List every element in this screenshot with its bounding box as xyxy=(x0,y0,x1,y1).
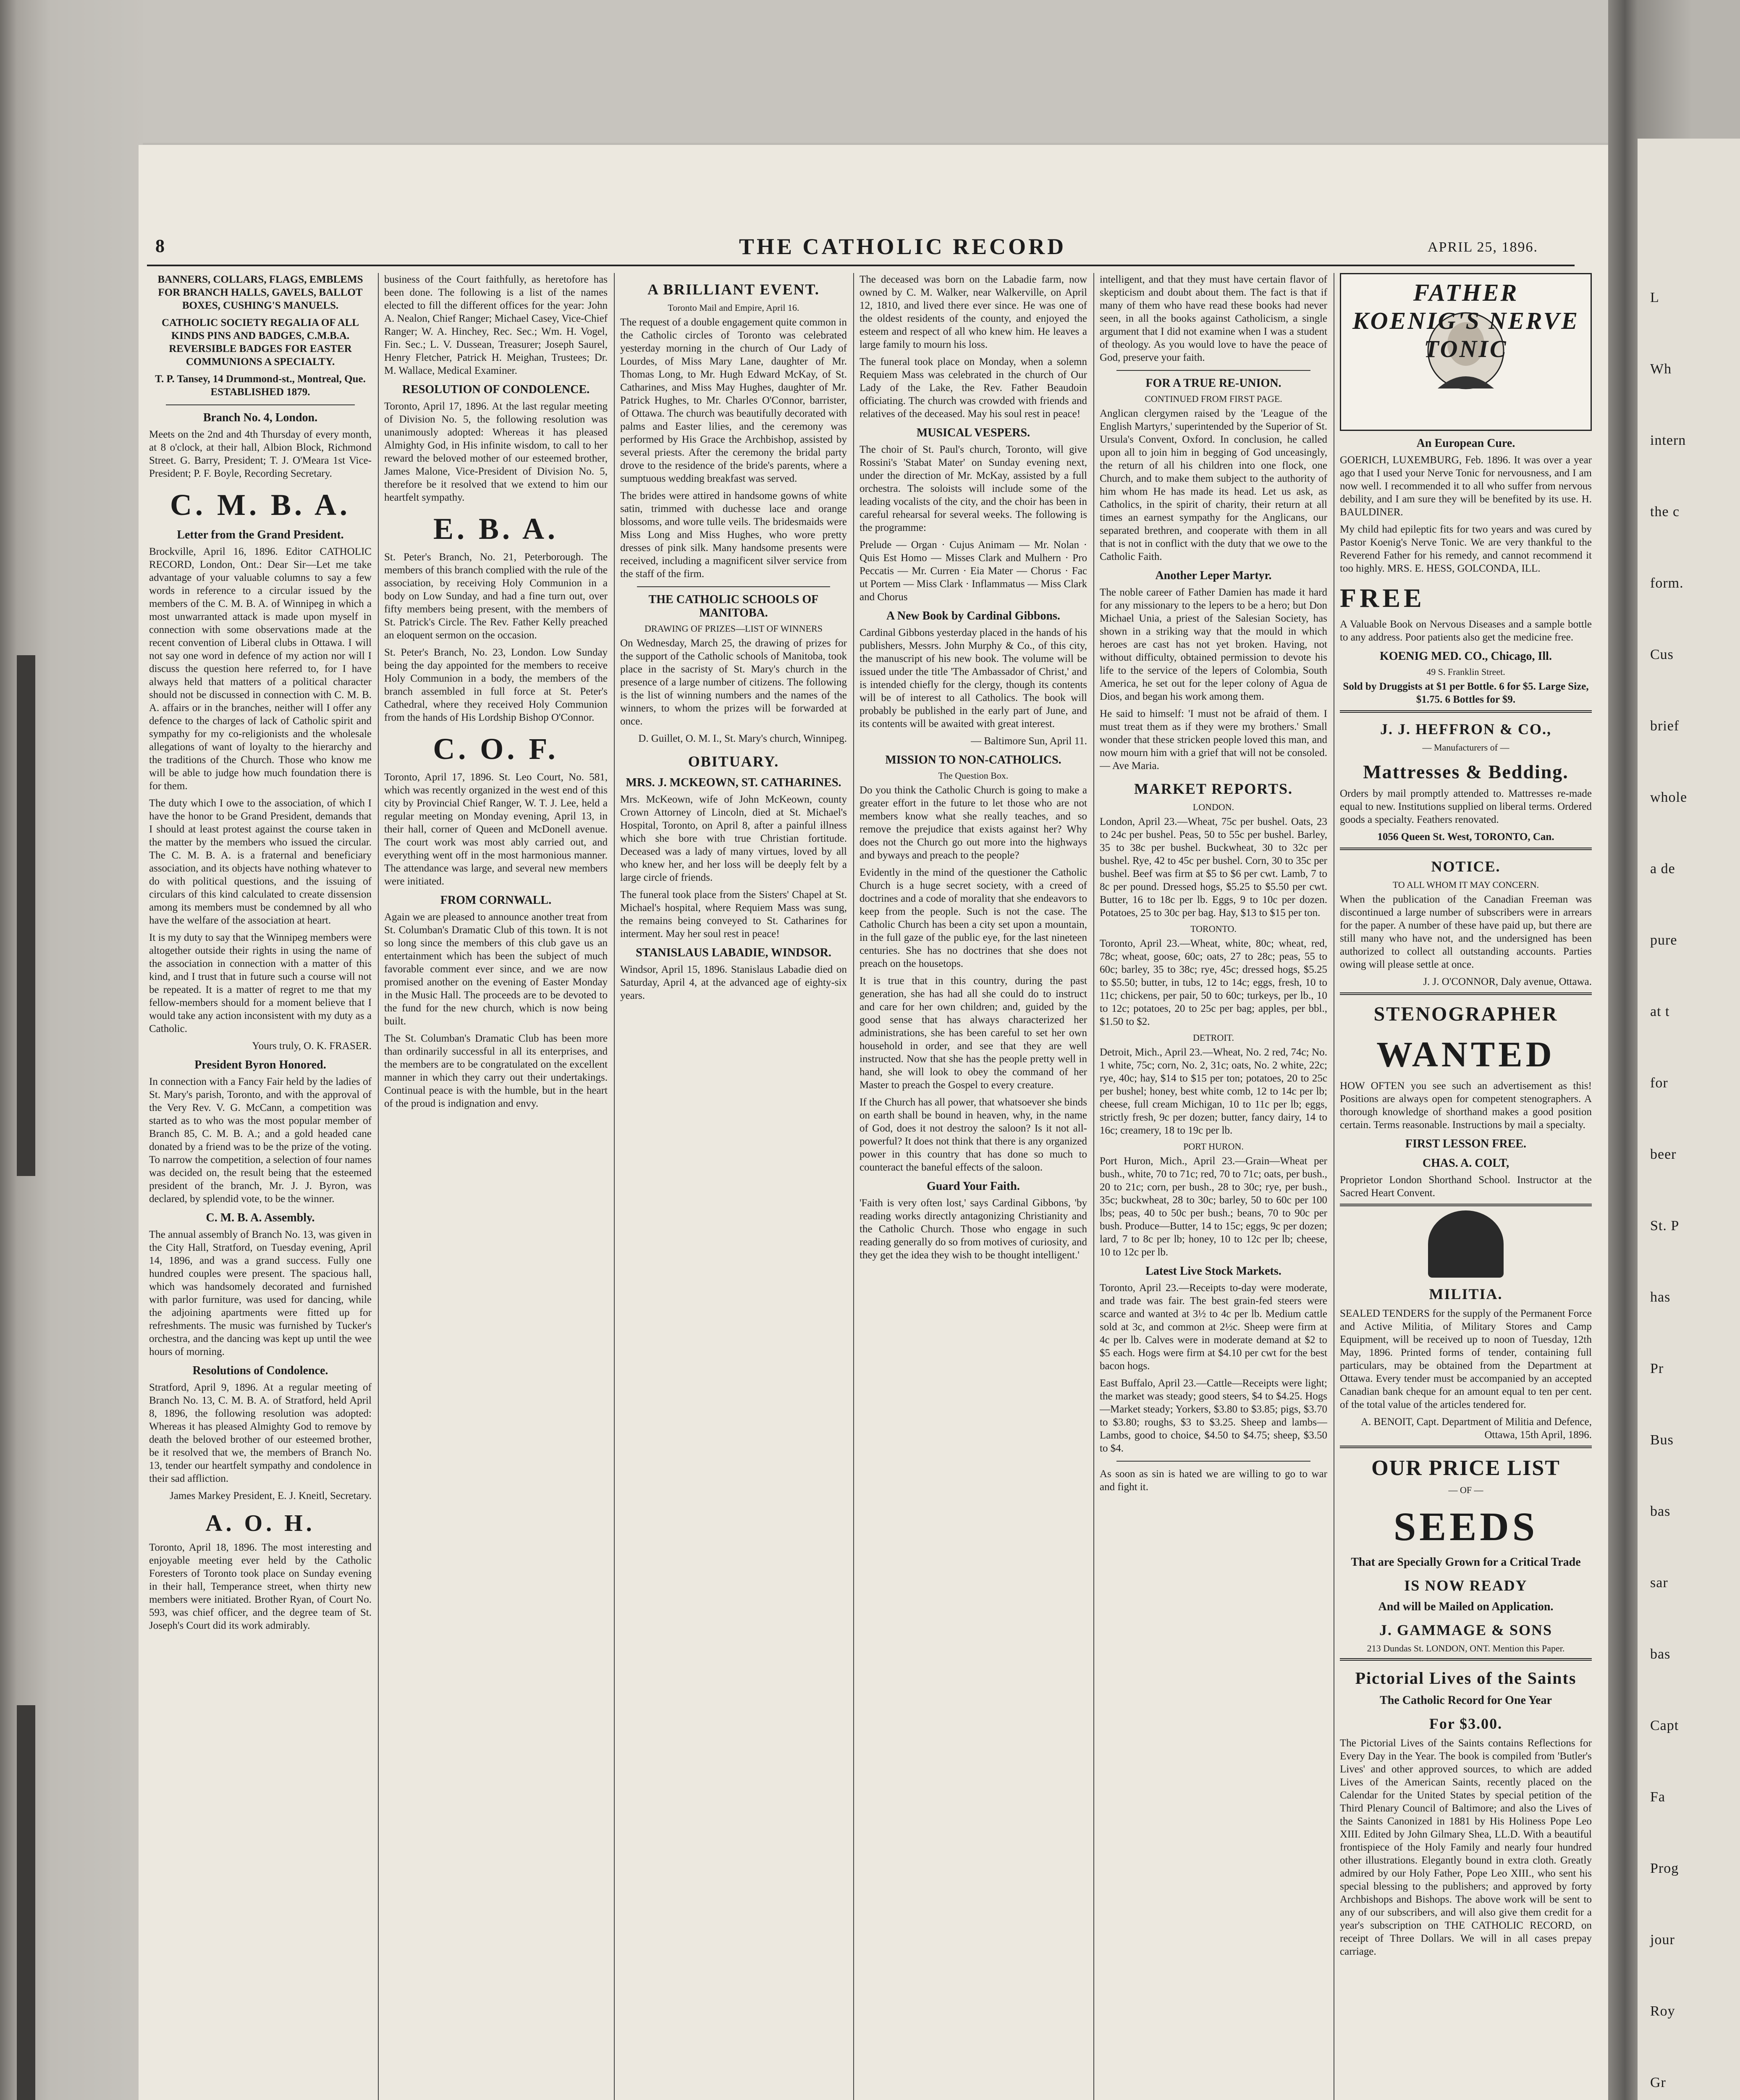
resolution-text: Toronto, April 17, 1896. At the last regular meeting of Division No. 5, the following resolution was unanimously adopted: Whereas it has pleased Almighty God, in His infinite wisdom, to call to her reward the beloved mother of our esteemed brother, James Malone, Vice-President of Division No. 5, therefore be it resolved that we extend to him our heartfelt sympathy. xyxy=(384,401,608,503)
cmba-heading: C. M. B. A. xyxy=(170,488,351,522)
letter-signature: Yours truly, O. K. FRASER. xyxy=(252,1040,372,1052)
adjacent-page-line: has xyxy=(1650,1289,1671,1305)
adjacent-page-line: St. P xyxy=(1650,1218,1680,1234)
byron-heading: President Byron Honored. xyxy=(194,1058,326,1071)
issue-date: APRIL 25, 1896. xyxy=(1428,239,1538,255)
adjacent-page-line: a de xyxy=(1650,861,1675,877)
markets-toronto: TORONTO. xyxy=(1190,924,1237,934)
adjacent-page-line: Prog xyxy=(1650,1861,1679,1876)
colt-text: Proprietor London Shorthand School. Instructor at the Sacred Heart Convent. xyxy=(1340,1174,1592,1199)
wanted-heading: WANTED xyxy=(1376,1034,1555,1074)
militia-signature: A. BENOIT, Capt. Department of Militia and Defence, Ottawa, 15th April, 1896. xyxy=(1360,1416,1592,1441)
free-text: A Valuable Book on Nervous Diseases and a sample bottle to any address. Poor patients also get the medicine free. xyxy=(1340,619,1592,643)
faith-text: intelligent, and that they must have certain flavor of skepticism and doubt about them. The fact is that if many of them who have read these books had never seen, in all the books against Catholicism, a single argument that I did not examine when I was a student of theology. As you would love to have the peace of God, preserve your faith. xyxy=(1100,274,1327,363)
book-heading: A New Book by Cardinal Gibbons. xyxy=(886,609,1060,622)
page-number: 8 xyxy=(155,236,165,256)
vespers-programme: Prelude — Organ · Cujus Animam — Mr. Nolan · Quis Est Homo — Misses Clark and Mulhern · Pro Peccatis — Mr. Curren · Eia Mater — Chorus · Fac ut Portem — Miss Clark · Inflammatus — Miss Clark and Chorus xyxy=(860,539,1087,603)
markets-text-4: Port Huron, Mich., April 23.—Grain—Wheat per bush., white, 70 to 71c; red, 70 to 71c; oats, per bush., 20 to 21c; corn, per bush., 28 to 30c; rye, per bush., 35c; buckwheat, 28 to 30c; barley, 50 to 60c per 100 lbs; peas, 40 to 50c per bush.; beans, 70 to 90c per bush. Produce—Butter, 14 to 15c; eggs, 9c per dozen; lard, 7 to 8c per lb; honey, 10 to 12c per lb; cheese, 10 to 12c per lb. xyxy=(1100,1155,1327,1258)
obituary-text: Mrs. McKeown, wife of John McKeown, county Crown Attorney of Lincoln, died at St. Michael's Hospital, Toronto, on April 8, after a painful illness which she bore with true Christian fortitude. Deceased was a lady of many virtues, loved by all who knew her, and her loss will be deeply felt by a large circle of friends. xyxy=(620,794,847,883)
markets-london: LONDON. xyxy=(1192,802,1234,812)
cof-heading: C. O. F. xyxy=(433,732,559,766)
adjacent-page-line: the c xyxy=(1650,504,1680,520)
adjacent-page-line: Roy xyxy=(1650,2003,1675,2019)
adjacent-page-line: form. xyxy=(1650,575,1684,591)
obituary-heading: OBITUARY. xyxy=(688,753,779,770)
heffron-text: Orders by mail promptly attended to. Mattresses re-made equal to new. Institutions supplied on liberal terms. Ordered goods a specialty. Feathers renovated. xyxy=(1340,788,1592,825)
divider xyxy=(1340,992,1592,995)
heffron-product: Mattresses & Bedding. xyxy=(1363,761,1569,782)
leper-text-2: He said to himself: 'I must not be afraid of them. I must treat them as if they were my brothers.' Small wonder that these stricken people loved this man, and now mourn him with a grief that will not be consoled. — Ave Maria. xyxy=(1100,708,1327,772)
notice-subheading: TO ALL WHOM IT MAY CONCERN. xyxy=(1392,879,1539,890)
tonic-text: GOERICH, LUXEMBURG, Feb. 1896. It was over a year ago that I used your Nerve Tonic for nervousness, and I am now well. I recommended it to all who suffer from nervous debility, and I am sure they will be benefited by its use. H. BAULDINER. xyxy=(1340,454,1592,518)
cornwall-heading: FROM CORNWALL. xyxy=(440,894,552,907)
markets-text-2: Toronto, April 23.—Wheat, white, 80c; wheat, red, 78c; wheat, goose, 60c; oats, 27 to 28c; peas, 55 to 60c; barley, 35 to 38c; rye, 45c; dressed hogs, $5.25 to $5.50; butter, in tubs, 12 to 14c; eggs, fresh, 10 to 11c; chickens, per pair, 50 to 60c; turkeys, per lb., 10 to 12c; potatoes, 20 to 25c per bag; apples, per bbl., $1.50 to $2. xyxy=(1100,938,1327,1027)
column-rule xyxy=(378,273,379,2100)
seeds-mail: And will be Mailed on Application. xyxy=(1378,1600,1554,1613)
vespers-text: The choir of St. Paul's church, Toronto, will give Rossini's 'Stabat Mater' on Sunday evening next, under the direction of Mr. McKay, assisted by a full orchestra. The soloists will include some of the leading vocalists of the city, and the choir has been in careful rehearsal for several weeks. The following is the programme: xyxy=(860,444,1087,533)
adjacent-page-line: at t xyxy=(1650,1004,1670,1019)
militia-crest-icon xyxy=(1428,1210,1504,1278)
notice-signature: J. J. O'CONNOR, Daly avenue, Ottawa. xyxy=(1423,976,1592,987)
tonic-ad-title: FATHER KOENIG'S NERVE TONIC xyxy=(1352,279,1580,362)
pictorial-heading: Pictorial Lives of the Saints xyxy=(1355,1669,1577,1688)
adjacent-page-line: whole xyxy=(1650,790,1688,805)
eba-text-2: St. Peter's Branch, No. 23, London. Low Sunday being the day appointed for the members to receive Holy Communion in a body, the members of the branch assembled in full force at St. Peter's Cathedral, where they received Holy Communion from the hands of His Lordship Bishop O'Connor. xyxy=(384,647,608,723)
divider xyxy=(1116,370,1310,371)
reunion-text: Anglican clergymen raised by the 'League of the English Martyrs,' superintended by the Superior of St. Ursula's Convent, Oxford. In conclusion, he called upon all to join him in begging of God unceasingly, the return of all his children into one flock, one Church, and to make them subject to the authority of him whom He has made its head. Let us ask, as Catholics, in the spirit of charity, their return at all times an earnest sympathy for the Anglicans, our separated brethren, and cooperate with them in all that is not in conflict with the duty that we owe to the Catholic Faith. xyxy=(1100,408,1327,562)
notice-heading: NOTICE. xyxy=(1431,858,1501,875)
adjacent-page-line: pure xyxy=(1650,932,1677,948)
column-3 xyxy=(620,273,847,2100)
tonic-subheading: An European Cure. xyxy=(1416,437,1515,450)
column-rule xyxy=(853,273,854,2100)
adjacent-page-line: intern xyxy=(1650,433,1686,448)
column-1 xyxy=(149,273,372,2100)
adjacent-page-line: Cus xyxy=(1650,647,1674,662)
ad-tansey: T. P. Tansey, 14 Drummond-st., Montreal, Que. ESTABLISHED 1879. xyxy=(155,373,366,398)
letter-text-3: It is my duty to say that the Winnipeg members were altogether outside their rights in using the name of the association in connection with a matter of this kind, and I trust that in future such a course will not be repeated. It is a matter of regret to me that my fellow-members should for a moment believe that I would take any action inconsistent with my duty as a Catholic. xyxy=(149,932,372,1034)
seeds-now-ready: IS NOW READY xyxy=(1404,1577,1528,1594)
letter-heading: Letter from the Grand President. xyxy=(177,528,344,541)
missions-heading: MISSION TO NON-CATHOLICS. xyxy=(885,753,1061,766)
koenig-company: KOENIG MED. CO., Chicago, Ill. xyxy=(1380,650,1552,663)
divider xyxy=(1340,848,1592,850)
heffron-subheading: — Manufacturers of — xyxy=(1422,742,1509,753)
schools-subheading: DRAWING OF PRIZES—LIST OF WINNERS xyxy=(644,623,823,634)
aoh-heading: A. O. H. xyxy=(205,1510,315,1536)
seeds-heading: SEEDS xyxy=(1393,1504,1538,1549)
adjacent-page-line: bas xyxy=(1650,1504,1671,1519)
heffron-address: 1056 Queen St. West, TORONTO, Can. xyxy=(1377,831,1554,843)
book-text: Cardinal Gibbons yesterday placed in the hands of his publishers, Messrs. John Murphy & Co., of this city, the manuscript of his new book. The volume will be issued under the title 'The Ambassador of Christ,' and is intended chiefly for the clergy, though its contents will be of interest to all Catholics. The book will probably be published in the early part of June, and its contents will be awaited with great interest. xyxy=(860,627,1087,730)
assembly-text: The annual assembly of Branch No. 13, was given in the City Hall, Stratford, on Tuesday evening, April 14, 1896, and was a grand success. Fully one hundred couples were present. The spacious hall, which was handsomely decorated and furnished with parlor furniture, was used for dancing, while the adjoining apartments were fitted up for refreshments. The music was furnished by Tucker's orchestra, and the dancing was kept up until the wee hours of morning. xyxy=(149,1229,372,1357)
adjacent-page-line: beer xyxy=(1650,1147,1677,1162)
binding-mark xyxy=(17,655,35,1176)
tonic-advertisement xyxy=(1340,273,1592,431)
adjacent-page-line: Gr xyxy=(1650,2075,1666,2090)
notice-text: When the publication of the Canadian Freeman was discontinued a large number of subscribers were in arrears for the paper. A number of these have paid up, but there are still many who have not, and the undersigned has been authorized to collect all outstanding accounts. Parties owing will please settle at once. xyxy=(1340,894,1592,970)
deceased-text: The deceased was born on the Labadie farm, now owned by C. M. Walker, near Walkerville, on April 12, 1810, and lived there ever since. He was one of the oldest residents of the county, and enjoyed the esteem and respect of all who knew him. He leaves a large family to mourn his loss. xyxy=(860,274,1087,350)
column-rule xyxy=(1093,273,1094,2100)
adjacent-page-line: Pr xyxy=(1650,1361,1664,1376)
markets-detroit: DETROIT. xyxy=(1193,1032,1234,1043)
obituary-2-text: Windsor, April 15, 1896. Stanislaus Labadie died on Saturday, April 4, at the advanced age of eighty-six years. xyxy=(620,964,847,1001)
gammage-name: J. GAMMAGE & SONS xyxy=(1379,1622,1552,1638)
divider xyxy=(637,586,830,587)
resolution-heading: RESOLUTION OF CONDOLENCE. xyxy=(402,383,590,396)
markets-heading: MARKET REPORTS. xyxy=(1134,780,1293,797)
byron-text: In connection with a Fancy Fair held by the ladies of St. Mary's parish, Toronto, and with the approval of the Very Rev. V. G. McCann, a competition was started as to who was the most popular member of Branch 85, C. M. B. A.; and a gold headed cane donated by a friend was to be the prize of the voting. To narrow the competition, a selection of four names was decided on, the result being that the esteemed president of the branch, Mr. J. J. Byron, was declared, by splendid vote, to be the winner. xyxy=(149,1076,372,1205)
koenig-price: Sold by Druggists at $1 per Bottle. 6 for $5. Large Size, $1.75. 6 Bottles for $9. xyxy=(1343,681,1589,705)
markets-text-3: Detroit, Mich., April 23.—Wheat, No. 2 red, 74c; No. 1 white, 75c; corn, No. 2, 31c; oats, No. 2 white, 22c; rye, 40c; hay, $14 to $15 per ton; potatoes, 20 to 25c per bushel; honey, best white comb, 12 to 14c per lb; cheese, full cream Michigan, 10 to 11c per lb; eggs, strictly fresh, 9c per dozen; butter, fancy dairy, 14 to 16c; creamery, 18 to 19c per lb. xyxy=(1100,1047,1327,1136)
missions-text-3: It is true that in this country, during the past generation, she has had all she could do to instruct and care for her own children; and, guided by the good sense that has always characterized her administrations, she has been careful to set her own household in order, and see that they are well instructed. Now that she has the people pretty well in hand, she will look to obey the command of her Master to preach the Gospel to every creature. xyxy=(860,975,1087,1091)
column-6 xyxy=(1340,273,1592,2100)
cornwall-text-2: The St. Columban's Dramatic Club has been more than ordinarily successful in all its enterprises, and the members are to be congratulated on the excellent manner in which they carry out their undertakings. Continual peace is with the humble, but in the heart of the proud is indignation and envy. xyxy=(384,1033,608,1109)
adjacent-page-line: L xyxy=(1650,290,1659,305)
militia-text: SEALED TENDERS for the supply of the Permanent Force and Active Militia, of Military Stores and Camp Equipment, will be received up to noon of Tuesday, 12th May, 1896. Printed forms of tender, containing full particulars, may be obtained from the Department at Ottawa. Every tender must be accompanied by an accepted Canadian bank cheque for an amount equal to ten per cent. of the total value of the articles tendered for. xyxy=(1340,1308,1592,1410)
obituary-text-2: The funeral took place from the Sisters' Chapel at St. Michael's hospital, where Requiem Mass was sung, the remains being conveyed to St. Catharines for interment. May her soul rest in peace! xyxy=(620,889,847,940)
guard-text: 'Faith is very often lost,' says Cardinal Gibbons, 'by reading works directly antagonizing Christianity and the Catholic Church. Those who engage in such reading generally do so from motives of curiosity, and they get the idea they wish to be thought intelligent.' xyxy=(860,1197,1087,1261)
missions-subheading: The Question Box. xyxy=(938,770,1009,781)
obituary-2-name: STANISLAUS LABADIE, WINDSOR. xyxy=(636,946,831,959)
koenig-address: 49 S. Franklin Street. xyxy=(1426,667,1505,677)
divider xyxy=(1340,1204,1592,1206)
officers-text: business of the Court faithfully, as heretofore has been done. The following is a list of the names elected to fill the different offices for the year: John A. Nealon, Chief Ranger; Michael Casey, Vice-Chief Ranger; W. A. Hinchey, Rec. Sec.; Wm. H. Vogel, Fin. Sec.; L. V. Dussean, Treasurer; Joseph Saurel, Henry Fletcher, Patrick H. Meighan, Trustees; Dr. M. Wallace, Medical Examiner. xyxy=(384,274,608,376)
cof-text: Toronto, April 17, 1896. St. Leo Court, No. 581, which was recently organized in the west end of this city by Provincial Chief Ranger, W. T. J. Lee, held a regular meeting on Monday evening, April 13, in their hall, corner of Queen and McDonell avenue. The court work was most ably carried out, and everything went off in the most harmonious manner. The attendance was large, and several new members were initiated. xyxy=(384,772,608,887)
eba-text: St. Peter's Branch, No. 21, Peterborough. The members of this branch complied with the rule of the association, by receiving Holy Communion in a body on Low Sunday, and had a fine turn out, over fifty members being present, with the members of St. Patrick's Circle. The Rev. Father Kelly preached an eloquent sermon on the occasion. xyxy=(384,551,608,641)
adjacent-page-line: jour xyxy=(1650,1932,1675,1948)
cornwall-text: Again we are pleased to announce another treat from St. Columban's Dramatic Club of this town. It is not so long since the members of this club gave us an entertainment which has been the subject of much favorable comment ever since, and we are now promised another on the evening of Easter Monday in the Music Hall. The proceeds are to be devoted to the fund for the new church, which is now being built. xyxy=(384,911,608,1027)
stenographer-text: HOW OFTEN you see such an advertisement as this! Positions are always open for competent stenographers. A thorough knowledge of shorthand makes a good position certain. Terms reasonable. Instructions by mail a specialty. xyxy=(1340,1080,1592,1131)
adjacent-page-line: bas xyxy=(1650,1646,1671,1662)
deceased-text-2: The funeral took place on Monday, when a solemn Requiem Mass was celebrated in the church of Our Lady of the Lake, the Rev. Father Beaudoin officiating. The church was crowded with friends and relatives of the deceased. May his soul rest in peace! xyxy=(860,356,1087,420)
guard-heading: Guard Your Faith. xyxy=(927,1180,1020,1193)
ad-banners: BANNERS, COLLARS, FLAGS, EMBLEMS FOR BRANCH HALLS, GAVELS, BALLOT BOXES, CUSHING'S MANUELS. xyxy=(157,274,363,311)
adjacent-page-line: sar xyxy=(1650,1575,1668,1591)
divider xyxy=(1340,1658,1592,1661)
militia-heading: MILITIA. xyxy=(1429,1286,1503,1302)
event-heading: A BRILLIANT EVENT. xyxy=(647,281,820,298)
assembly-heading: C. M. B. A. Assembly. xyxy=(206,1211,315,1224)
adjacent-page-line: Capt xyxy=(1650,1718,1679,1733)
vespers-heading: MUSICAL VESPERS. xyxy=(916,426,1030,439)
price-list-heading: OUR PRICE LIST xyxy=(1371,1456,1560,1480)
letter-text: Brockville, April 16, 1896. Editor CATHOLIC RECORD, London, Ont.: Dear Sir—Let me take advantage of your valuable columns to say a few words in reference to a circular issued by the members of the C. M. B. A. of Winnipeg in which a most unwarranted attack is made upon myself in connection with some observations made at the recent convention of Liberal clubs in Ottawa. I will not say one word in defence of my action nor will I discuss the question here referred to, for I have always held that matters of a political character should not be discussed in connection with C. M. B. A. affairs or in the branches, neither will I offer any defence to the charges of lack of Catholic spirit and sympathy for my co-religionists and the wholesale allegations of want of loyalty to the hierarchy and the traditions of the Church. Those who know me will be able to judge how much foundation there is for them. xyxy=(149,546,372,792)
livestock-heading: Latest Live Stock Markets. xyxy=(1145,1265,1281,1278)
condolence-signature: James Markey President, E. J. Kneitl, Secretary. xyxy=(170,1490,372,1502)
event-text-2: The brides were attired in handsome gowns of white satin, trimmed with duchesse lace and orange blossoms, and wore tulle veils. The bridesmaids were Miss Long and Miss Hughes, who wore pretty dresses of pink silk. Many handsome presents were received, including a magnificent silver service from the staff of the firm. xyxy=(620,490,847,580)
pictorial-text: The Pictorial Lives of the Saints contains Reflections for Every Day in the Year. The book is compiled from 'Butler's Lives' and other approved sources, to which are added Lives of the American Saints, recently placed on the Calendar for the United States by special petition of the Third Plenary Council of Baltimore; and also the Lives of the Saints Canonized in 1881 by His Holiness Pope Leo XIII. Edited by John Gilmary Shea, LL.D. With a beautiful frontispiece of the Holy Family and nearly four hundred other illustrations. Elegantly bound in extra cloth. Greatly admired by our Holy Father, Pope Leo XIII., who sent his special blessing to the publishers; and approved by forty Archbishops and Bishops. The above work will be sent to any of our subscribers, and will also give them credit for a year's subscription on THE CATHOLIC RECORD, on receipt of Three Dollars. We will in all cases prepay carriage. xyxy=(1340,1738,1592,1957)
stenographer-heading: STENOGRAPHER xyxy=(1373,1003,1558,1025)
event-text: The request of a double engagement quite common in the Catholic circles of Toronto was celebrated yesterday morning in the church of Our Lady of Lourdes, of Miss Mary Lane, daughter of Mr. Thomas Long, to Mr. Hugh Edward McKay, of St. Catharines, and Miss May Hughes, daughter of Mr. Patrick Hughes, to Mr. Charles O'Connor, barrister, of Ottawa. The church was beautifully decorated with palms and Easter lilies, and the ceremony was performed by His Grace the Archbishop, assisted by several priests. After the ceremony the bridal party drove to the residence of the bride's parents, where a sumptuous wedding breakfast was served. xyxy=(620,317,847,484)
book-source: — Baltimore Sun, April 11. xyxy=(971,735,1087,747)
branch-text: Meets on the 2nd and 4th Thursday of every month, at 8 o'clock, at their hall, Albion Block, Richmond Street. G. Barry, President; T. J. O'Meara 1st Vice-President; P. F. Boyle, Recording Secretary. xyxy=(149,429,372,479)
scan-background xyxy=(0,0,1740,143)
schools-heading: THE CATHOLIC SCHOOLS OF MANITOBA. xyxy=(648,593,819,620)
newspaper-title: THE CATHOLIC RECORD xyxy=(739,234,1067,259)
missions-text-2: Evidently in the mind of the questioner the Catholic Church is a huge secret society, with a creed of doctrines and a code of morality that she endeavors to keep from the people. Such is not the case. The Catholic Church has been a city set upon a mountain, in the full gaze of the public eye, for the last nineteen centuries. She has no doctrines that she does not preach on the housetops. xyxy=(860,867,1087,969)
colt-name: CHAS. A. COLT, xyxy=(1422,1157,1509,1170)
column-2 xyxy=(384,273,608,2100)
first-lesson-free: FIRST LESSON FREE. xyxy=(1405,1137,1527,1150)
divider xyxy=(1116,1461,1310,1462)
schools-signature: D. Guillet, O. M. I., St. Mary's church, Winnipeg. xyxy=(638,733,847,744)
binding-mark-lower xyxy=(17,1705,35,2100)
missions-text: Do you think the Catholic Church is going to make a greater effort in the future to let those who are not members know what she really teaches, and so remove the prejudice that exists against her? Why does not the Church go out more into the highways and byways and preach to the people? xyxy=(860,785,1087,861)
column-rule xyxy=(614,273,615,2100)
column-5 xyxy=(1100,273,1327,2100)
adjacent-page-line: Fa xyxy=(1650,1789,1665,1805)
livestock-text: Toronto, April 23.—Receipts to-day were moderate, and trade was fair. The best grain-fed steers were scarce and wanted at 3½ to 4c per lb. Medium cattle sold at 3c, and common at 2½c. Sheep were firm at 4c per lb. Calves were in moderate demand at $2 to $5 each. Hogs were firm at $4.10 per cwt for the best bacon hogs. xyxy=(1100,1282,1327,1372)
reunion-heading: FOR A TRUE RE-UNION. xyxy=(1145,377,1281,390)
leper-heading: Another Leper Martyr. xyxy=(1155,569,1272,582)
adjacent-page-line: brief xyxy=(1650,718,1680,734)
schools-text: On Wednesday, March 25, the drawing of prizes for the support of the Catholic schools of Manitoba, took place in the sacristy of St. Mary's church in the presence of a large number of citizens. The following is the list of winning numbers and the names of the winners, to whom the prizes will be forwarded at once. xyxy=(620,638,847,727)
gammage-address: 213 Dundas St. LONDON, ONT. Mention this Paper. xyxy=(1367,1643,1565,1654)
leper-text: The noble career of Father Damien has made it hard for any missionary to the lepers to be a hero; but Don Michael Unia, a priest of the Salesian Society, has shown in a striking way that the mould in which heroes are cast has not yet broken. Having, not without difficulty, obtained permission to devote his life to the service of the lepers of Colombia, South America, he set out for the leper colony of Agua de Dios, and began his work among them. xyxy=(1100,587,1327,702)
tonic-text-2: My child had epileptic fits for two years and was cured by Pastor Koenig's Nerve Tonic. We are very thankful to the Reverend Father for his remedy, and cannot recommend it too highly. MRS. E. HESS, GOLCONDA, ILL. xyxy=(1340,524,1592,574)
letter-text-2: The duty which I owe to the association, of which I have the honor to be Grand President, demands that I should at least protest against the course taken in the matter by the members who issued the circular. The C. M. B. A. is a fraternal and beneficiary association, and its objects have nothing whatever to do with political questions, and the issuing of circulars of this kind calculated to create dissension among its members must be condemned by all who have the welfare of the association at heart. xyxy=(149,798,372,926)
divider xyxy=(1340,1446,1592,1448)
aoh-text: Toronto, April 18, 1896. The most interesting and enjoyable meeting ever held by the Catholic Foresters of Toronto took place on Sunday evening in their hall, Temperance street, when thirty new members were initiated. Brother Ryan, of Court No. 593, was chief officer, and the degree team of St. Joseph's Court did its work admirably. xyxy=(149,1542,372,1631)
markets-text: London, April 23.—Wheat, 75c per bushel. Oats, 23 to 24c per bushel. Peas, 50 to 55c per bushel. Barley, 35 to 38c per bushel. Buckwheat, 30 to 32c per bushel. Rye, 42 to 45c per bushel. Corn, 30 to 35c per bushel. Beef was firm at $5 to $6 per cwt. Lamb, 7 to 8c per pound. Dressed hogs, $5.25 to $5.50 per cwt. Butter, 16 to 18c per lb. Eggs, 9 to 10c per dozen. Potatoes, 25 to 30c per bag. Hay, $13 to $15 per ton. xyxy=(1100,816,1327,919)
free-heading: FREE xyxy=(1340,583,1425,613)
pictorial-price: For $3.00. xyxy=(1429,1715,1503,1732)
adjacent-page-edge xyxy=(1638,139,1740,2100)
seeds-grown: That are Specially Grown for a Critical Trade xyxy=(1351,1556,1581,1569)
adjacent-page-line: for xyxy=(1650,1075,1668,1091)
price-list-of: — OF — xyxy=(1448,1485,1483,1495)
adjacent-page-line: Wh xyxy=(1650,361,1672,377)
condolence-text: Stratford, April 9, 1896. At a regular meeting of Branch No. 13, C. M. B. A. of Stratford, held April 8, 1896, the following resolution was adopted: Whereas it has pleased Almighty God to remove by death the beloved brother of our esteemed brother, be it resolved that we, the members of Branch No. 13, tender our heartfelt sympathy and condolence in their sad affliction. xyxy=(149,1382,372,1484)
ad-banners-2: CATHOLIC SOCIETY REGALIA OF ALL KINDS PINS AND BADGES, C.M.B.A. REVERSIBLE BADGES FOR EASTER COMMUNIONS A SPECIALTY. xyxy=(161,317,359,368)
obituary-name: MRS. J. MCKEOWN, ST. CATHARINES. xyxy=(626,776,841,789)
branch-heading: Branch No. 4, London. xyxy=(203,411,318,424)
condolence-heading: Resolutions of Condolence. xyxy=(192,1364,328,1377)
column-4 xyxy=(860,273,1087,2100)
reunion-subheading: CONTINUED FROM FIRST PAGE. xyxy=(1145,394,1282,404)
adjacent-page-line: Bus xyxy=(1650,1432,1674,1448)
heffron-name: J. J. HEFFRON & CO., xyxy=(1380,721,1551,738)
pictorial-subheading: The Catholic Record for One Year xyxy=(1380,1694,1552,1707)
divider xyxy=(1340,710,1592,713)
livestock-text-2: East Buffalo, April 23.—Cattle—Receipts were light; the market was steady; good steers, $4 to $4.25. Hogs—Market steady; Yorkers, $3.80 to $3.85; pigs, $3.70 to $3.80; roughs, $3 to $3.25. Sheep and lambs—Lambs, good to choice, $4.50 to $4.75; sheep, $3.50 to $4. xyxy=(1100,1378,1327,1454)
event-source: Toronto Mail and Empire, April 16. xyxy=(668,302,799,313)
markets-port-huron: PORT HURON. xyxy=(1183,1141,1244,1152)
closing-text: As soon as sin is hated we are willing to go to war and fight it. xyxy=(1100,1468,1327,1493)
missions-text-4: If the Church has all power, that whatsoever she binds on earth shall be bound in heaven, why, in the name of God, does it not destroy the saloon? Is it not all-powerful? It does not think that there is any organized power in this country that has done so much to counteract the baneful effects of the saloon. xyxy=(860,1097,1087,1173)
eba-heading: E. B. A. xyxy=(433,512,559,546)
divider xyxy=(166,404,355,405)
